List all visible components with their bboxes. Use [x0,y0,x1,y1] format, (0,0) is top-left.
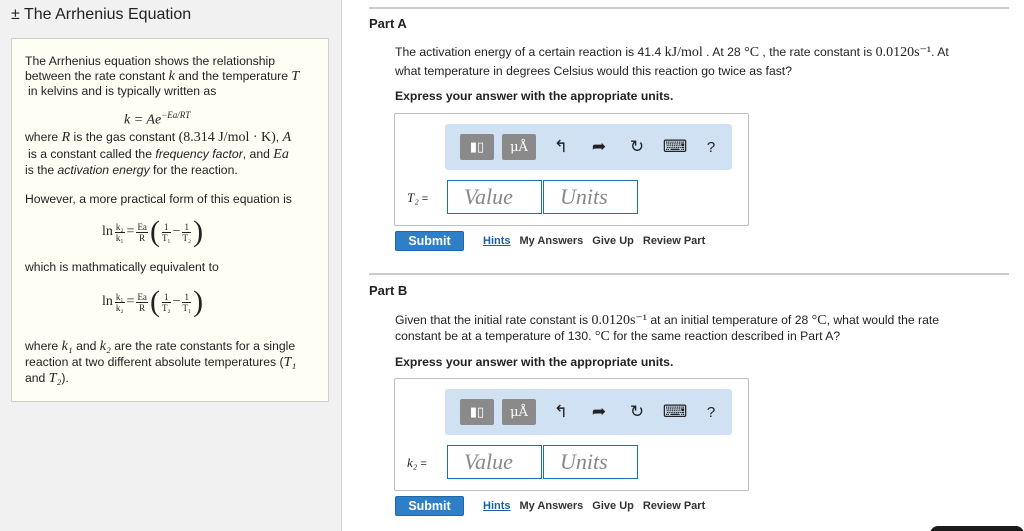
keyboard-icon: ⌨ [662,402,688,421]
redo-icon: ➦ [591,402,607,421]
where-line-2: is a constant called the frequency factor, and Ea [28,147,289,162]
templates-button[interactable] [460,134,494,160]
end-line-2: reaction at two different absolute temperatures (T₁ [25,355,297,370]
part-b-toolbar [445,389,732,435]
part-a-give-up-link[interactable]: Give Up [592,235,634,247]
end-line-3: and T₂). [25,371,69,386]
templates-button[interactable] [460,399,494,425]
help-icon: ? [706,138,716,156]
undo-icon: ↰ [553,137,569,156]
keyboard-button[interactable] [664,135,686,159]
practical-text: However, a more practical form of this equation is [25,192,292,206]
reset-icon: ↻ [629,137,645,156]
part-b-units-input[interactable]: Units [543,445,638,479]
part-b-give-up-link[interactable]: Give Up [592,500,634,512]
end-line-1: where k₁ and k₂ are the rate constants for a single [25,339,296,354]
part-b-question-line-1: Given that the initial rate constant is 0.0120s⁻¹ at an initial temperature of 28 °C, what would the rate [395,313,940,328]
where-line-1: where R is the gas constant (8.314 J/mol · K), A [25,130,292,145]
mu-angstrom-icon: μÅ [510,404,528,420]
part-a-label: Part A [369,16,407,31]
part-b-variable-label: k₂ = [407,455,427,470]
redo-button[interactable] [588,400,610,424]
part-b-question-line-2: constant be at a temperature of 130. °C for the same reaction described in Part A? [395,329,841,344]
part-a-question-line-2: what temperature in degrees Celsius would this reaction go twice as fast? [395,64,792,78]
equation-2: ln $\frac{\text{k₁}}{\text{k₂}}$ = $\frac{Ea}{R}$ ( $\frac{1}{\text{T₂}}$ − $\frac{1}{\text{T₁}}$ ) [102,285,204,318]
part-b-hints-link[interactable]: Hints [483,500,511,512]
part-b-label: Part B [369,283,408,298]
keyboard-icon: ⌨ [662,137,688,156]
part-a-submit-button[interactable]: Submit [395,231,464,251]
arrhenius-equation: $k = Ae^{-Ea/RT}$ [124,110,191,128]
undo-button[interactable] [550,400,572,424]
part-b-review-link[interactable]: Review Part [642,500,706,512]
part-a-value-input[interactable]: Value [447,180,542,214]
intro-line-3: in kelvins and is typically written as [28,84,217,98]
units-symbols-button[interactable] [502,134,536,160]
reset-icon: ↻ [629,402,645,421]
reset-button[interactable] [626,400,648,424]
help-icon: ? [706,403,716,421]
intro-line-1: The Arrhenius equation shows the relationship [25,54,275,68]
part-b-divider [369,273,1009,275]
left-panel [0,0,342,531]
part-b-my-answers-link[interactable]: My Answers [519,500,584,512]
part-b-express: Express your answer with the appropriate units. [395,355,674,369]
part-b-answer-box [394,378,749,491]
keyboard-button[interactable] [664,400,686,424]
help-button[interactable] [700,400,722,424]
help-button[interactable] [700,135,722,159]
redo-button[interactable] [588,135,610,159]
intro-line-2: between the rate constant k and the temperature T [25,69,300,84]
part-a-units-input[interactable]: Units [543,180,638,214]
part-a-review-link[interactable]: Review Part [642,235,706,247]
part-a-express: Express your answer with the appropriate units. [395,89,674,103]
mu-angstrom-icon: μÅ [510,139,528,155]
units-symbols-button[interactable] [502,399,536,425]
part-a-variable-label: T₂ = [407,190,429,205]
page-title: ± The Arrhenius Equation [11,6,192,23]
equiv-text: which is mathmatically equivalent to [25,260,219,274]
reset-button[interactable] [626,135,648,159]
templates-icon: ▮▯ [469,404,485,420]
part-a-divider [369,7,1009,9]
part-a-toolbar [445,124,732,170]
redo-icon: ➦ [591,137,607,156]
undo-button[interactable] [550,135,572,159]
info-box [11,38,329,402]
part-b-submit-button[interactable]: Submit [395,496,464,516]
part-a-links [483,235,714,247]
part-a-my-answers-link[interactable]: My Answers [519,235,584,247]
part-a-question-line-1: The activation energy of a certain reaction is 41.4 kJ/mol . At 28 °C , the rate constant is 0.0120s⁻¹. At [395,45,949,60]
undo-icon: ↰ [553,402,569,421]
corner-decoration [930,526,1024,531]
part-a-hints-link[interactable]: Hints [483,235,511,247]
where-line-3: is the activation energy for the reaction. [25,163,238,177]
templates-icon: ▮▯ [469,139,485,155]
part-a-answer-box [394,113,749,226]
part-b-links [483,500,714,512]
equation-1: ln $\frac{\text{k₂}}{\text{k₁}}$ = $\frac{Ea}{R}$ ( $\frac{1}{\text{T₁}}$ − $\frac{1}{\text{T₂}}$ ) [102,215,204,248]
part-b-value-input[interactable]: Value [447,445,542,479]
